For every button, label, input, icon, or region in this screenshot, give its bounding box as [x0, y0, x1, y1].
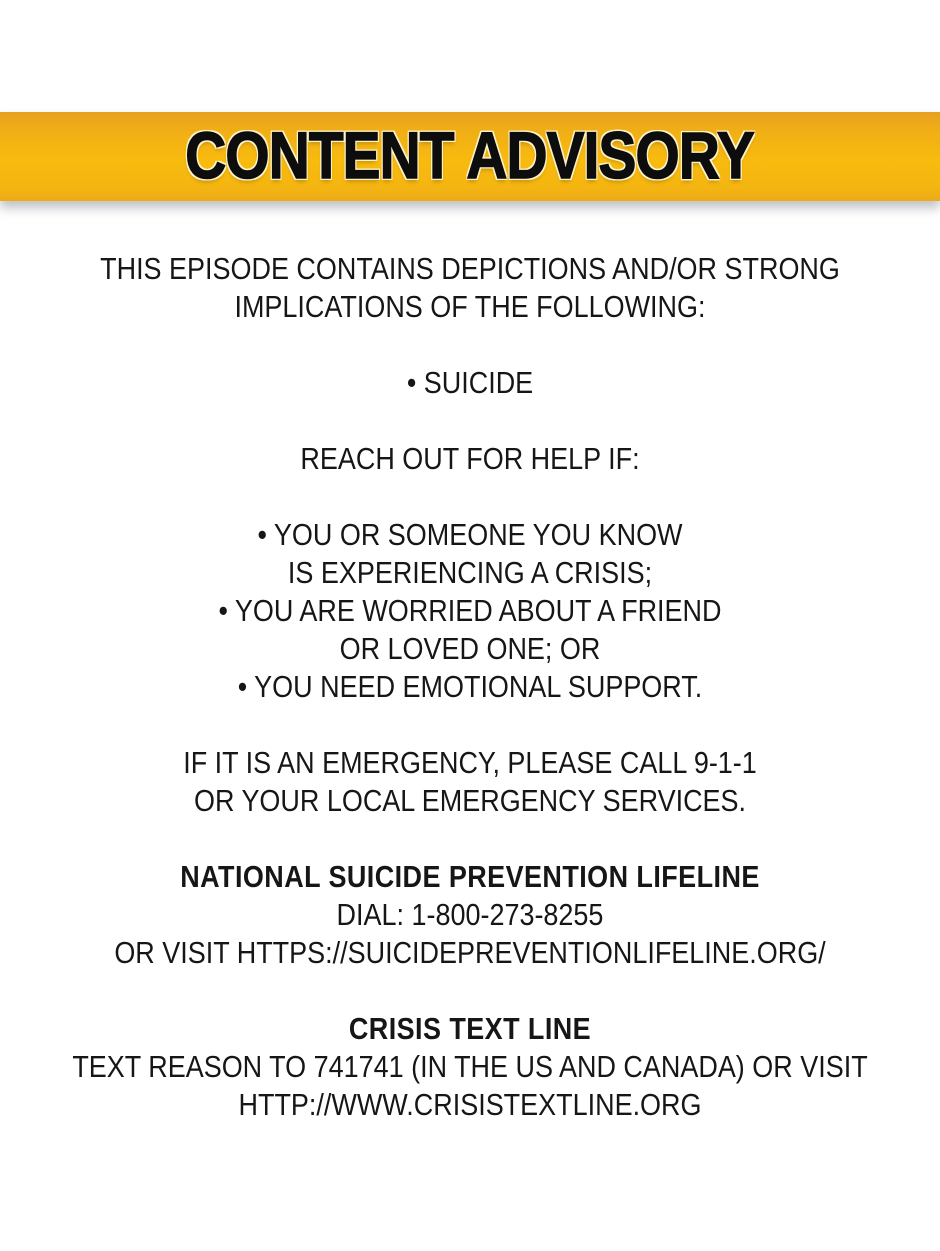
banner-title: CONTENT ADVISORY — [185, 117, 755, 192]
reach-out-item-3: • YOU NEED EMOTIONAL SUPPORT. — [237, 669, 703, 704]
emergency-line-1: IF IT IS AN EMERGENCY, PLEASE CALL 9-1-1 — [183, 745, 757, 780]
emergency-paragraph — [61, 744, 879, 820]
reach-out-item-1: • YOU OR SOMEONE YOU KNOW — [257, 517, 683, 552]
advisory-body — [61, 250, 879, 1124]
lifeline-heading: NATIONAL SUICIDE PREVENTION LIFELINE — [180, 859, 760, 894]
intro-paragraph — [61, 250, 879, 326]
lifeline-section — [61, 858, 879, 972]
crisis-text-line-heading: CRISIS TEXT LINE — [348, 1011, 592, 1046]
crisis-text-line-website: HTTP://WWW.CRISISTEXTLINE.ORG — [238, 1087, 702, 1122]
reach-out-heading-line: REACH OUT FOR HELP IF: — [300, 441, 640, 476]
reach-out-item-2-cont: OR LOVED ONE; OR — [339, 631, 601, 666]
intro-line-1: THIS EPISODE CONTAINS DEPICTIONS AND/OR STRONG — [100, 251, 840, 286]
advisory-banner — [0, 112, 940, 201]
reach-out-item-2: • YOU ARE WORRIED ABOUT A FRIEND — [218, 593, 722, 628]
reach-out-item-1-cont: IS EXPERIENCING A CRISIS; — [287, 555, 653, 590]
crisis-text-line-section — [61, 1010, 879, 1124]
emergency-line-2: OR YOUR LOCAL EMERGENCY SERVICES. — [193, 783, 747, 818]
topic-item-suicide: • SUICIDE — [406, 365, 534, 400]
reach-out-heading — [61, 440, 879, 478]
reach-out-list — [61, 516, 879, 706]
lifeline-website: OR VISIT HTTPS://SUICIDEPREVENTIONLIFELINE.ORG/ — [114, 935, 826, 970]
lifeline-dial-number: DIAL: 1-800-273-8255 — [336, 897, 604, 932]
intro-line-2: IMPLICATIONS OF THE FOLLOWING: — [234, 289, 706, 324]
topics-list — [61, 364, 879, 402]
crisis-text-line-number: TEXT REASON TO 741741 (IN THE US AND CANADA) OR VISIT — [72, 1049, 868, 1084]
